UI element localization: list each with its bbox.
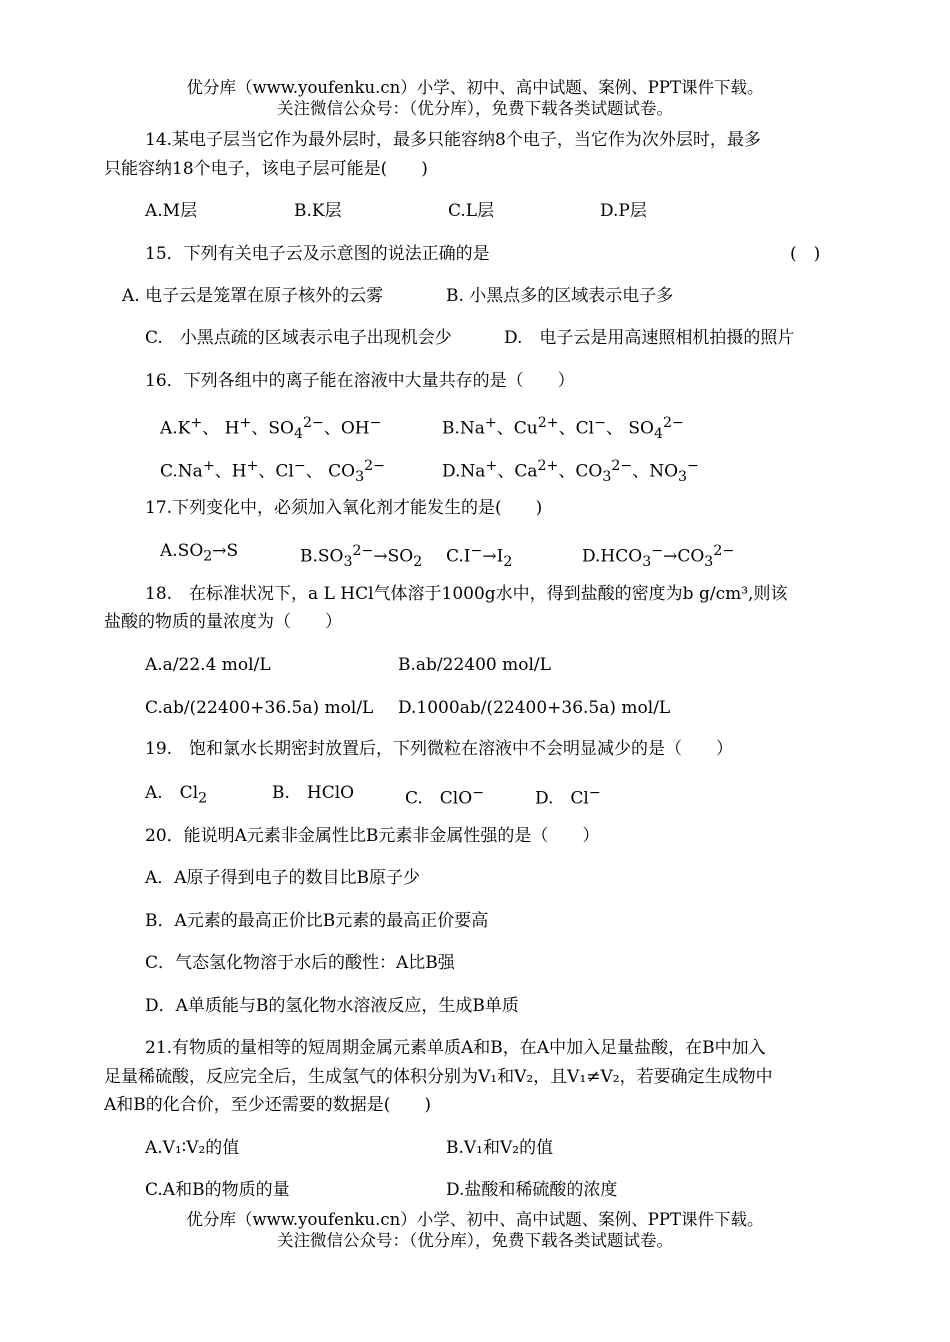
q14-option-a: A.M层 xyxy=(145,201,198,221)
footer-line-1: 优分库（www.youfenku.cn）小学、初中、高中试题、案例、PPT课件下载。 xyxy=(186,1210,764,1229)
q21-line-2: 足量稀硫酸，反应完全后，生成氢气的体积分别为V₁和V₂，且V₁≠V₂，若要确定生成物中 xyxy=(104,1067,773,1087)
q16-option-b: B.Na+、$Cu^{2+}$、Cl−、 $SO_4^{2-}$ xyxy=(442,415,684,443)
q14-option-d: D.P层 xyxy=(600,201,647,221)
q21-option-a: A.V₁∶V₂的值 xyxy=(145,1138,240,1158)
q19-option-a: A. $Cl_2$ xyxy=(145,783,208,807)
q21-option-c: C.A和B的物质的量 xyxy=(145,1180,290,1200)
q21-option-d: D.盐酸和稀硫酸的浓度 xyxy=(446,1180,618,1200)
q15-option-b: B. 小黑点多的区域表示电子多 xyxy=(446,286,674,306)
q18-option-b: B.ab/22400 mol/L xyxy=(398,655,551,675)
q21-option-b: B.V₁和V₂的值 xyxy=(446,1138,554,1158)
q15-option-a: A. 电子云是笼罩在原子核外的云雾 xyxy=(122,286,384,306)
q19-option-b: B. HClO xyxy=(272,783,355,803)
q20-option-a: A．A原子得到电子的数目比B原子少 xyxy=(145,868,421,888)
q21-line-1: 21.有物质的量相等的短周期金属元素单质A和B，在A中加入足量盐酸，在B中加入 xyxy=(145,1038,766,1058)
q16-stem: 16．下列各组中的离子能在溶液中大量共存的是（ ） xyxy=(145,371,575,391)
q20-option-c: C．气态氢化物溶于水后的酸性：A比B强 xyxy=(145,953,455,973)
q18-line-2: 盐酸的物质的量浓度为（ ） xyxy=(104,612,342,632)
q14-option-c: C.L层 xyxy=(448,201,495,221)
q19-stem: 19. 饱和氯水长期密封放置后，下列微粒在溶液中不会明显减少的是（ ） xyxy=(145,739,734,759)
q19-option-d: D. Cl− xyxy=(535,785,601,809)
q17-option-d: $D.HCO_3^-\to CO_3^{2-}$ xyxy=(582,543,735,571)
q15-bracket: ( ) xyxy=(790,244,821,264)
q20-option-d: D．A单质能与B的氢化物水溶液反应，生成B单质 xyxy=(145,996,519,1016)
q20-stem: 20．能说明A元素非金属性比B元素非金属性强的是（ ） xyxy=(145,826,600,846)
q19-option-c: C. ClO− xyxy=(405,785,485,809)
q15-stem: 15．下列有关电子云及示意图的说法正确的是 xyxy=(145,244,490,264)
q15-option-d: D. 电子云是用高速照相机拍摄的照片 xyxy=(504,328,795,348)
header-line-1: 优分库（www.youfenku.cn）小学、初中、高中试题、案例、PPT课件下载。 xyxy=(186,78,764,97)
q18-option-c: C.ab/(22400+36.5a) mol/L xyxy=(145,698,374,718)
q18-option-d: D.1000ab/(22400+36.5a) mol/L xyxy=(398,698,671,718)
q14-line-1: 14.某电子层当它作为最外层时，最多只能容纳8个电子，当它作为次外层时，最多 xyxy=(145,130,761,150)
q17-stem: 17.下列变化中，必须加入氧化剂才能发生的是( ) xyxy=(145,498,543,518)
q16-option-d: D.Na+、$Ca^{2+}$、$CO_3^{2-}$、$NO_3^-$ xyxy=(442,458,699,486)
q18-line-1: 18. 在标准状况下，a L HCl气体溶于1000g水中，得到盐酸的密度为b g/cm³,则该 xyxy=(145,584,788,604)
q14-option-b: B.K层 xyxy=(294,201,342,221)
q17-option-a: $A.SO_2\to S$ xyxy=(160,541,239,565)
header-line-2: 关注微信公众号：（优分库），免费下载各类试题试卷。 xyxy=(277,99,673,118)
footer-line-2: 关注微信公众号：（优分库），免费下载各类试题试卷。 xyxy=(277,1231,673,1250)
q20-option-b: B．A元素的最高正价比B元素的最高正价要高 xyxy=(145,911,489,931)
q16-option-a: A.K+、 H+、$SO_4^{2-}$、OH− xyxy=(160,415,382,443)
q16-option-c: C.Na+、H+、Cl−、 $CO_3^{2-}$ xyxy=(160,458,385,486)
q18-option-a: A.a/22.4 mol/L xyxy=(145,655,271,675)
q21-line-3: A和B的化合价，至少还需要的数据是( ) xyxy=(104,1095,432,1115)
q17-option-c: $C.I^-\to I_2$ xyxy=(446,543,513,571)
q14-line-2: 只能容纳18个电子，该电子层可能是( ) xyxy=(104,159,428,179)
q17-option-b: $B.SO_3^{2-}\to SO_2$ xyxy=(300,543,423,571)
q15-option-c: C. 小黑点疏的区域表示电子出现机会少 xyxy=(145,328,452,348)
